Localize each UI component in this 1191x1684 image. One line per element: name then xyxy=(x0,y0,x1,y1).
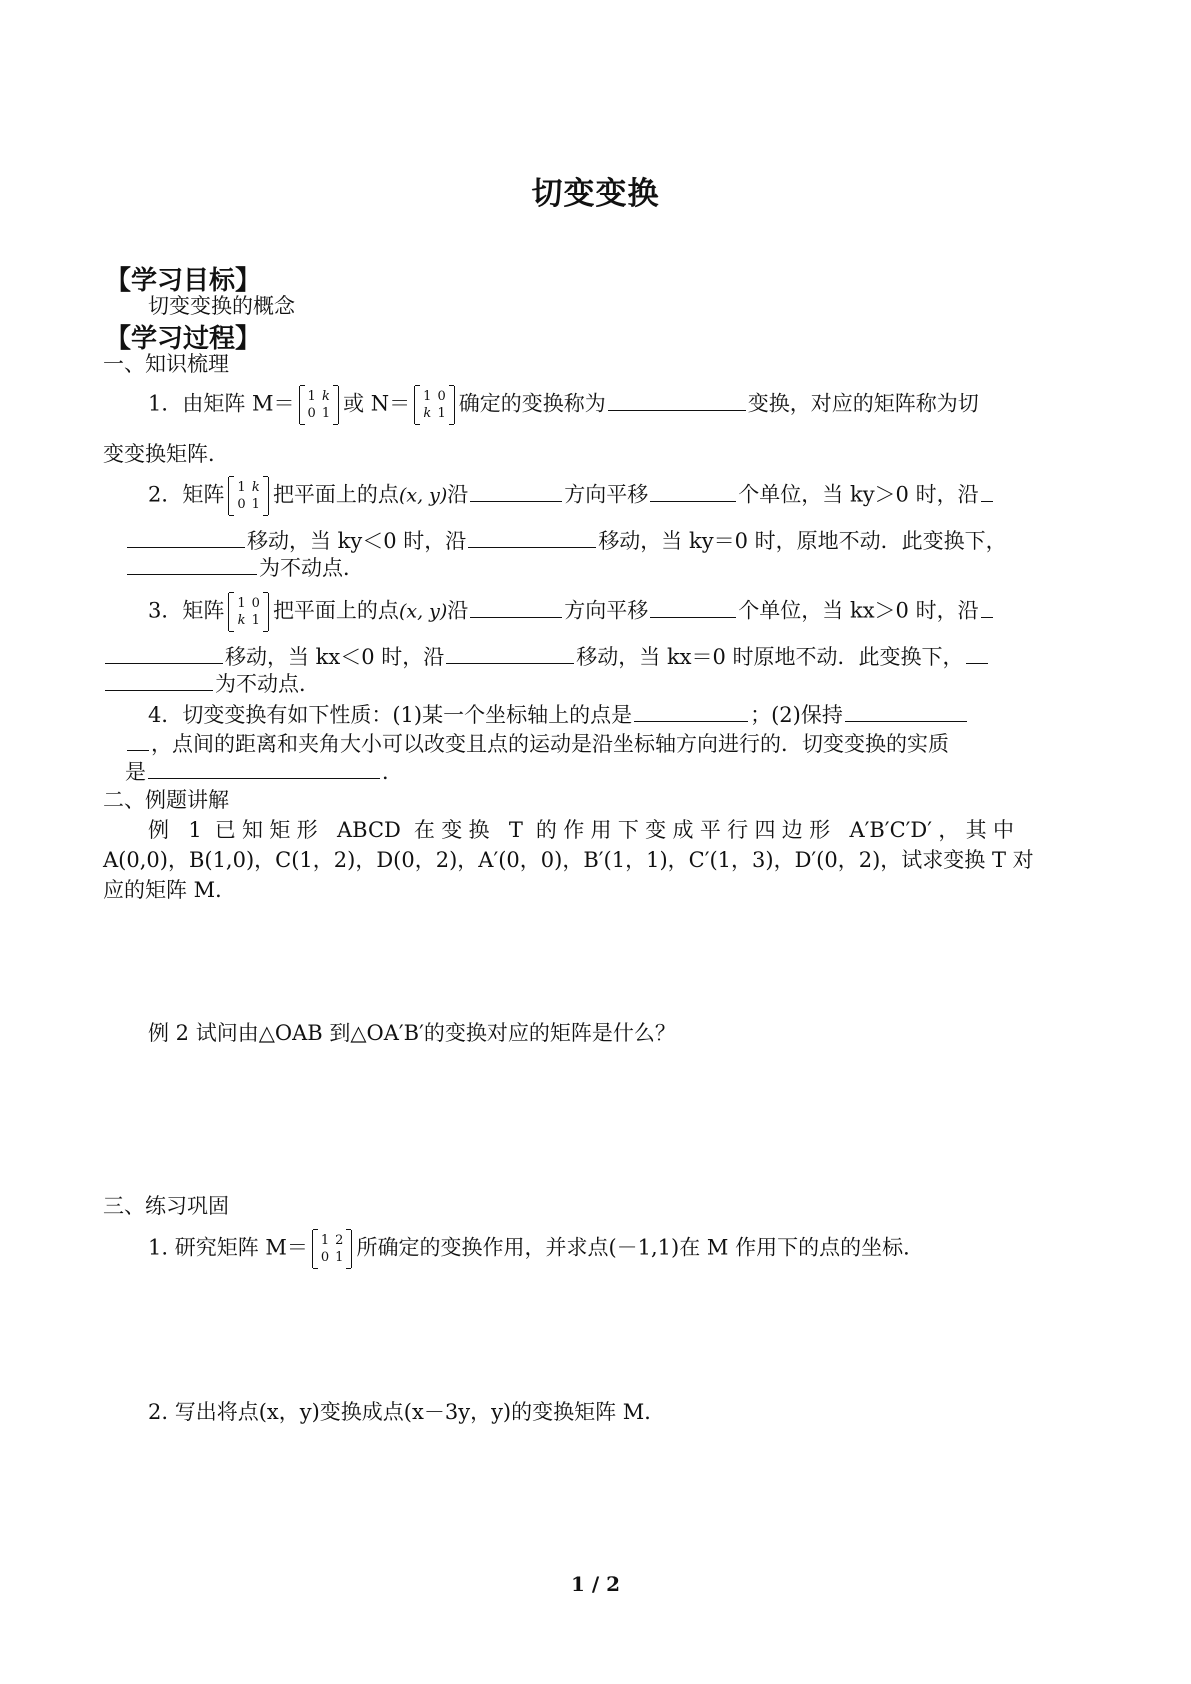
matrix-n xyxy=(414,386,455,424)
q1-text-d: 变换，对应的矩阵称为切 xyxy=(747,391,979,416)
q1-text-a: 1．由矩阵 M＝ xyxy=(148,391,295,416)
matrix-cell: 0 xyxy=(251,596,260,611)
question-1-line-2: 变变换矩阵． xyxy=(103,442,229,466)
pr1-text-a: 1. 研究矩阵 M＝ xyxy=(148,1235,308,1260)
matrix-cell: 1 xyxy=(321,406,331,421)
q4-text-a: 4．切变变换有如下性质：(1)某一个坐标轴上的点是 xyxy=(148,703,633,727)
q4-text-c: ，点间的距离和夹角大小可以改变且点的运动是沿坐标轴方向进行的．切变变换的实质 xyxy=(151,732,949,756)
heading-learning-process: 【学习过程】 xyxy=(105,324,262,354)
question-3-line-1 xyxy=(148,593,995,631)
matrix-cell: k xyxy=(251,480,260,495)
answer-blank[interactable] xyxy=(981,595,993,618)
question-4-line-1 xyxy=(148,699,969,729)
q2-text-b: 把平面上的点 xyxy=(272,482,399,507)
matrix-cell: 1 xyxy=(237,596,246,611)
page-number: 1 / 2 xyxy=(570,1572,621,1596)
q3-text-a: 3．矩阵 xyxy=(148,598,225,623)
q2-text-c: 沿 xyxy=(447,482,469,507)
matrix-shear-x xyxy=(228,477,269,515)
question-2-line-2 xyxy=(125,525,1007,555)
matrix-cell: 1 xyxy=(437,406,446,421)
q3-text-h: 为不动点． xyxy=(215,672,320,696)
q1-text-b: 或 N＝ xyxy=(343,391,411,416)
section-2-title: 二、例题讲解 xyxy=(103,788,229,812)
matrix-cell: 1 xyxy=(237,480,246,495)
matrix-cell: 0 xyxy=(320,1250,330,1265)
q2-text-h: 为不动点． xyxy=(259,556,364,580)
question-2-line-1 xyxy=(148,477,995,515)
q2-text-a: 2．矩阵 xyxy=(148,482,225,507)
answer-blank[interactable] xyxy=(127,728,149,751)
q2-text-e: 个单位，当 ky＞0 时，沿 xyxy=(738,482,979,507)
matrix-cell: 1 xyxy=(335,1250,344,1265)
matrix-cell: 1 xyxy=(423,389,432,404)
matrix-cell: k xyxy=(237,613,246,628)
q4-text-d: 是 xyxy=(125,760,146,784)
example-1-line-3: 应的矩阵 M． xyxy=(103,878,237,902)
matrix-cell: 1 xyxy=(251,613,260,628)
matrix-cell: 2 xyxy=(335,1233,344,1248)
question-3-line-3 xyxy=(103,668,320,698)
answer-blank[interactable] xyxy=(105,668,213,691)
q3-text-f: 移动，当 kx＜0 时，沿 xyxy=(225,645,445,669)
answer-blank[interactable] xyxy=(468,525,596,548)
practice-1-text xyxy=(148,1230,924,1268)
q4-text-e: ． xyxy=(382,760,403,784)
answer-blank[interactable] xyxy=(981,479,993,502)
q1-text-c: 确定的变换称为 xyxy=(458,391,606,416)
question-2-line-3 xyxy=(125,552,364,582)
matrix-cell: 0 xyxy=(307,406,316,421)
matrix-cell: 1 xyxy=(251,497,260,512)
matrix-cell: 1 xyxy=(320,1233,330,1248)
section-3-title: 三、练习巩固 xyxy=(103,1194,229,1218)
page-title: 切变变换 xyxy=(531,176,660,212)
q2-text-g: 移动，当 ky＝0 时，原地不动．此变换下， xyxy=(598,529,1007,553)
answer-blank[interactable] xyxy=(650,479,736,502)
example-1-line-1: 例 1 已知矩形 ABCD 在变换 T 的作用下变成平行四边形 A′B′C′D′，其中 xyxy=(148,818,1014,842)
answer-blank[interactable] xyxy=(650,595,736,618)
question-4-line-2 xyxy=(125,728,949,758)
answer-blank[interactable] xyxy=(105,641,223,664)
q3-text-c: 沿 xyxy=(447,598,469,623)
question-3-line-2 xyxy=(103,641,990,671)
answer-blank[interactable] xyxy=(845,699,967,722)
section-1-title: 一、知识梳理 xyxy=(103,352,229,376)
answer-blank[interactable] xyxy=(966,641,988,664)
goal-text: 切变变换的概念 xyxy=(148,294,295,318)
q3-text-g: 移动，当 kx＝0 时原地不动．此变换下， xyxy=(576,645,964,669)
example-1-line-2: A(0,0)，B(1,0)，C(1，2)，D(0，2)，A′(0，0)，B′(1，1)，C′(1，3)，D′(0，2)，试求变换 T 对 xyxy=(103,848,1034,872)
example-2-text: 例 2 试问由△OAB 到△OA′B′的变换对应的矩阵是什么？ xyxy=(148,1021,676,1045)
q3-point: (x, y) xyxy=(398,600,448,623)
q2-text-d: 方向平移 xyxy=(564,482,649,507)
matrix-cell: k xyxy=(423,406,432,421)
pr1-text-b: 所确定的变换作用，并求点(－1,1)在 M 作用下的点的坐标． xyxy=(356,1235,925,1260)
answer-blank[interactable] xyxy=(127,552,257,575)
matrix-shear-y xyxy=(228,593,269,631)
matrix-cell: 0 xyxy=(237,497,246,512)
answer-blank[interactable] xyxy=(446,641,574,664)
answer-blank[interactable] xyxy=(127,525,245,548)
matrix-m xyxy=(299,386,340,424)
practice-2-text: 2. 写出将点(x，y)变换成点(x－3y，y)的变换矩阵 M． xyxy=(148,1400,666,1424)
q3-text-d: 方向平移 xyxy=(564,598,649,623)
q4-text-b: ；(2)保持 xyxy=(750,703,843,727)
heading-learning-goals: 【学习目标】 xyxy=(105,266,262,296)
matrix-practice xyxy=(312,1230,353,1268)
answer-blank[interactable] xyxy=(634,699,748,722)
q2-point: (x, y) xyxy=(398,484,448,507)
question-1-line-1 xyxy=(148,386,979,424)
answer-blank[interactable] xyxy=(470,479,562,502)
q3-text-e: 个单位，当 kx＞0 时，沿 xyxy=(738,598,979,623)
answer-blank[interactable] xyxy=(148,756,380,779)
answer-blank[interactable] xyxy=(608,388,746,411)
q3-text-b: 把平面上的点 xyxy=(272,598,399,623)
q2-text-f: 移动，当 ky＜0 时，沿 xyxy=(247,529,467,553)
answer-blank[interactable] xyxy=(470,595,562,618)
matrix-cell: 1 xyxy=(307,389,316,404)
question-4-line-3 xyxy=(125,756,403,786)
matrix-cell: 0 xyxy=(437,389,446,404)
matrix-cell: k xyxy=(322,389,330,404)
